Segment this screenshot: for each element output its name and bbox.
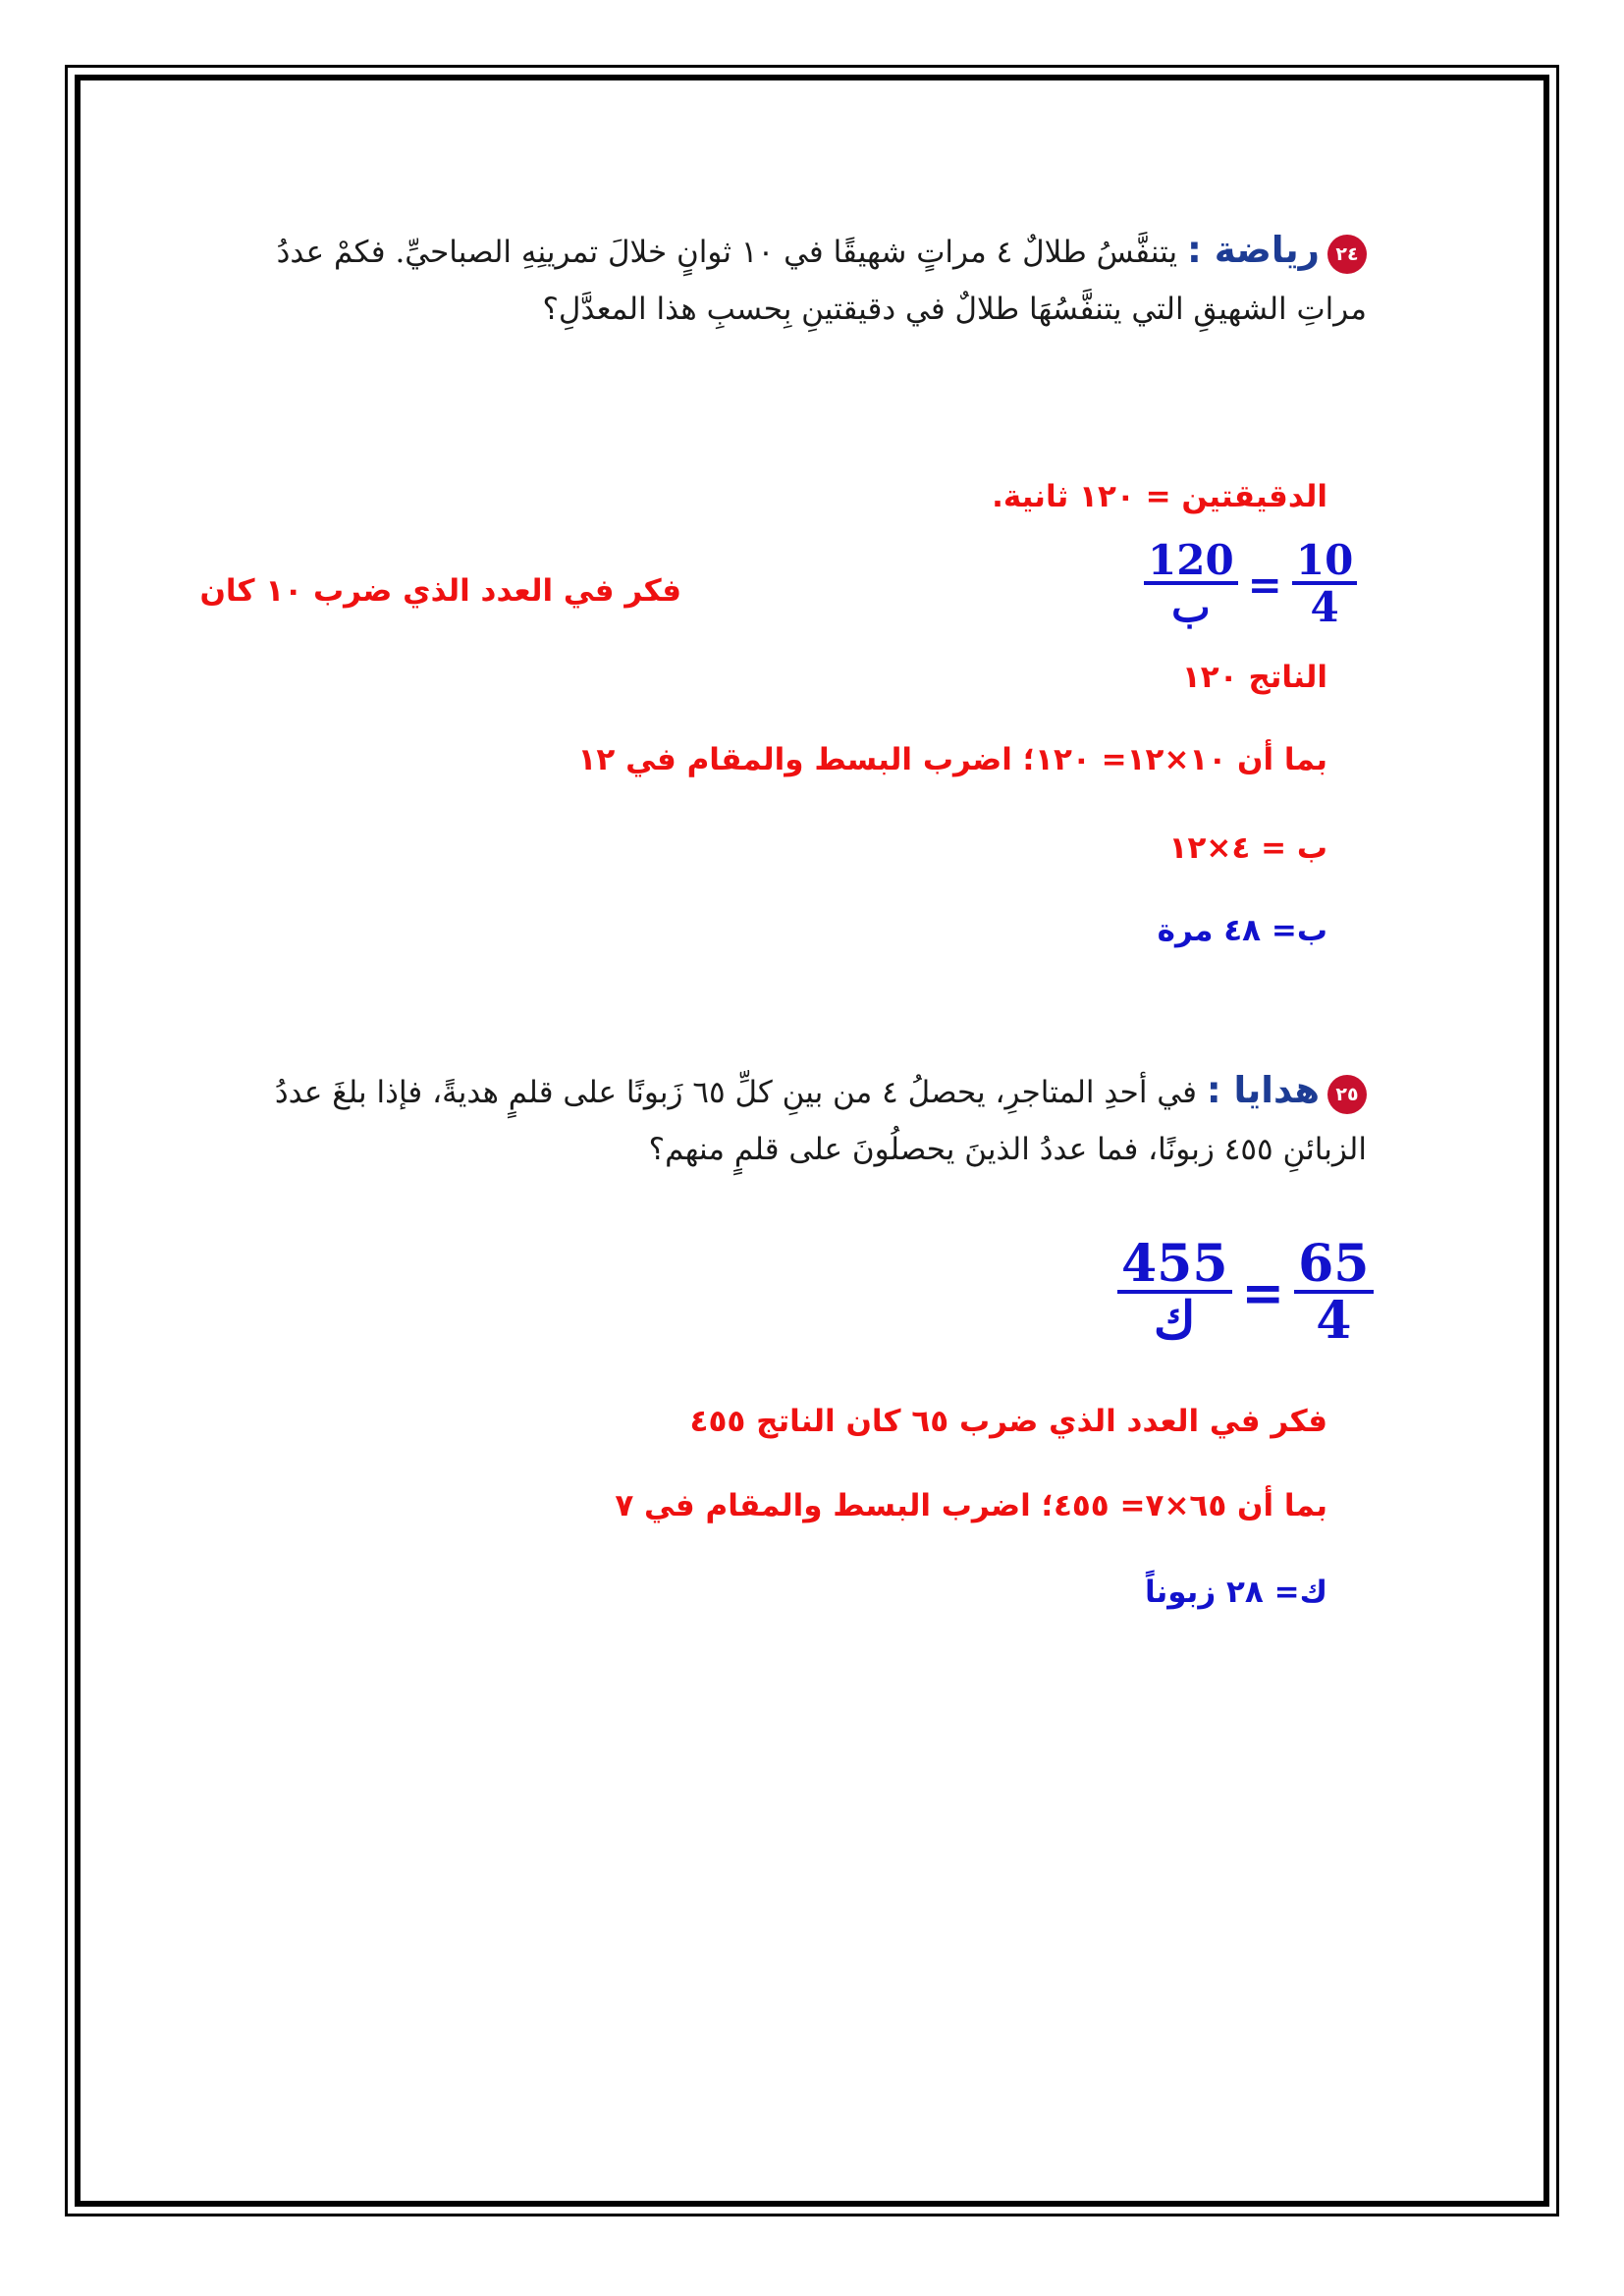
solution-24-hint: فكر في العدد الذي ضرب ١٠ كان: [199, 573, 681, 609]
problem-25-line-1: [228, 1062, 1367, 1121]
proportion-equation-25: [1117, 1234, 1374, 1351]
problem-text: في أحدِ المتاجرِ، يحصلُ ٤ من بينِ كلِّ ٦٥ زَبونًا على قلمٍ هديةً، فإذا بلغَ عددُ: [274, 1075, 1197, 1110]
problem-25: [228, 1062, 1367, 1178]
solution-25-step-2: بما أن ٦٥×٧= ٤٥٥؛ اضرب البسط والمقام في ٧: [615, 1488, 1327, 1523]
fraction-numerator: 65: [1294, 1239, 1373, 1294]
equals-sign: =: [1247, 560, 1282, 609]
fraction-numerator: 10: [1292, 540, 1357, 585]
problem-25-line-2: الزبائنِ ٤٥٥ زبونًا، فما عددُ الذينَ يحصلُونَ على قلمٍ منهم؟: [648, 1132, 1367, 1167]
fraction-left: [1292, 536, 1357, 631]
fraction-right: [1144, 536, 1238, 631]
fraction-denominator: ب: [1171, 583, 1211, 631]
problem-topic: هدايا :: [1206, 1069, 1320, 1111]
solution-24-step-2: بما أن ١٠×١٢= ١٢٠؛ اضرب البسط والمقام في ١٢: [577, 742, 1327, 777]
fraction-denominator: 4: [1310, 583, 1339, 631]
problem-number-badge: ٢٥: [1327, 1075, 1367, 1114]
solution-24-step-1: الدقيقتين = ١٢٠ ثانية.: [992, 479, 1327, 514]
fraction-denominator: ك: [1153, 1291, 1196, 1351]
solution-25-hint: فكر في العدد الذي ضرب ٦٥ كان الناتج ٤٥٥: [689, 1404, 1327, 1439]
equals-sign: =: [1241, 1262, 1285, 1323]
fraction-denominator: 4: [1316, 1291, 1352, 1351]
solution-24-step-3: ب = ٤×١٢: [1168, 830, 1327, 866]
problem-24-line-2: مراتِ الشهيقِ التي يتنفَّسُهَا طلالٌ في دقيقتينِ بِحسبِ هذا المعدَّلِ؟: [542, 292, 1367, 327]
solution-24-answer: ب= ٤٨ مرة: [1157, 913, 1327, 948]
problem-text: يتنفَّسُ طلالٌ ٤ مراتٍ شهيقًا في ١٠ ثوانٍ خلالَ تمرينِهِ الصباحيِّ. فكمْ عددُ: [276, 235, 1178, 270]
fraction-left: [1294, 1234, 1373, 1351]
fraction-numerator: 455: [1117, 1239, 1232, 1294]
problem-24-line-1: [228, 222, 1367, 281]
proportion-equation-24: [1144, 536, 1357, 631]
problem-24: [228, 222, 1367, 338]
solution-24-hint-continued: الناتج ١٢٠: [1181, 660, 1327, 695]
fraction-numerator: 120: [1144, 540, 1238, 585]
problem-topic: رياضة :: [1187, 229, 1320, 271]
problem-number-badge: ٢٤: [1327, 235, 1367, 274]
solution-25-answer: ك= ٢٨ زبوناً: [1144, 1575, 1327, 1610]
fraction-right: [1117, 1234, 1232, 1351]
